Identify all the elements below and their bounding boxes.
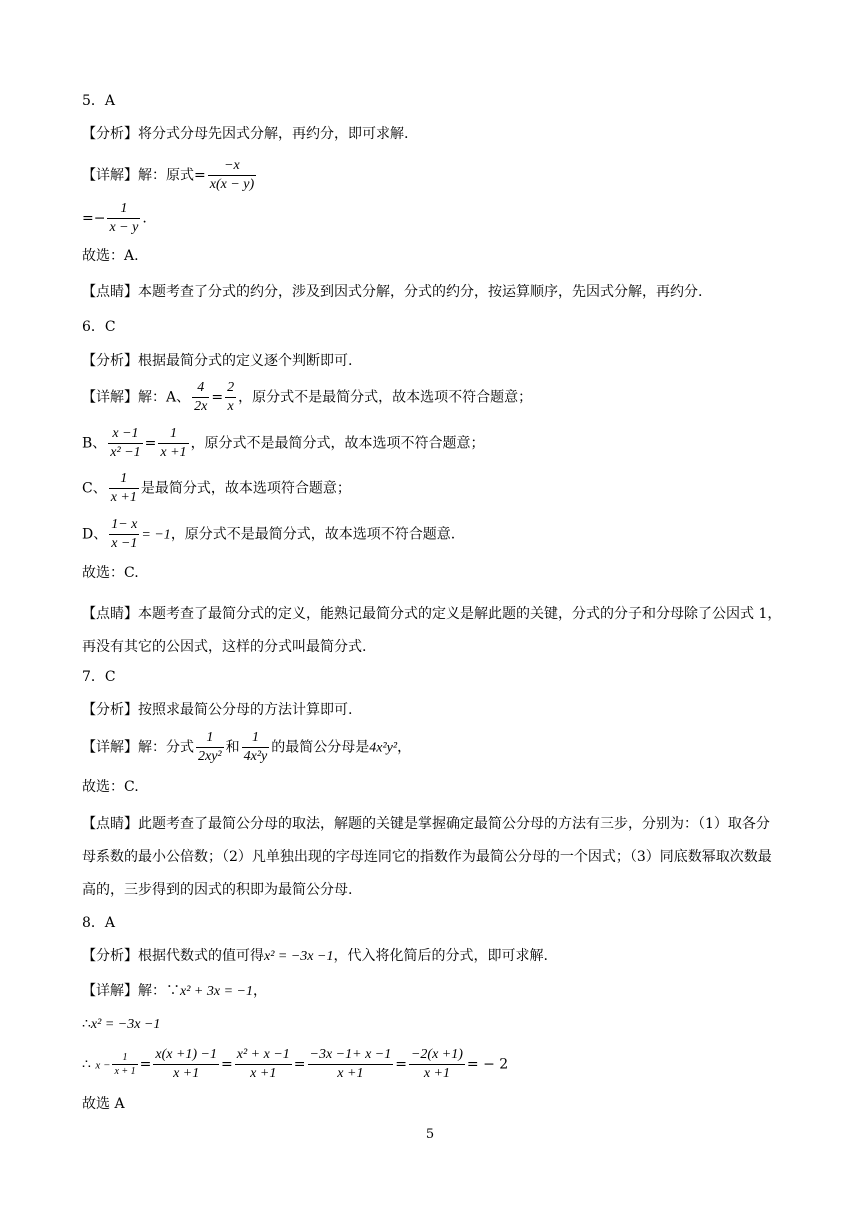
q6-b-eq: = [144, 435, 157, 452]
q8-s3-num: −3x −1+ x −1 [308, 1046, 394, 1065]
q6-b-text: ，原分式不是最简分式，故本选项不符合题意； [190, 435, 485, 452]
q5-step2 [82, 200, 147, 237]
q6-a-f2-num: 2 [225, 379, 236, 398]
q8-lf-num: 1 [112, 1051, 137, 1065]
q7-tail: ， [397, 739, 412, 756]
q7-fraction-2 [242, 729, 270, 766]
q8-detail-prefix: 【详解】解：∵ [82, 983, 180, 999]
q5-answer: 故选：A. [82, 248, 139, 264]
q8-answer: 故选 A [82, 1096, 125, 1112]
q5-f2-denominator: x − y [109, 220, 139, 235]
q5-heading: 5．A [82, 93, 116, 109]
q8-e1: = [139, 1056, 152, 1073]
q8-eq2: x² = −3x −1 [90, 1017, 161, 1032]
q8-e2: = [221, 1056, 233, 1073]
q8-step-fraction-1 [153, 1046, 219, 1083]
q7-analysis: 【分析】按照求最简公分母的方法计算即可. [82, 702, 353, 718]
q6-analysis: 【分析】根据最简分式的定义逐个判断即可. [82, 353, 353, 369]
q6-d-f-den: x −1 [111, 536, 138, 551]
q8-step3 [82, 1046, 508, 1083]
q8-step-fraction-3 [308, 1046, 394, 1083]
q7-mid: 和 [225, 739, 240, 756]
page-number: 5 [425, 1127, 435, 1142]
q5-fraction-2 [107, 200, 140, 237]
q6-b-f1-num: x −1 [108, 425, 142, 444]
q6-a-fraction-1 [192, 379, 209, 416]
therefore-symbol: ∴ [82, 1016, 91, 1032]
therefore-symbol: ∴ [82, 1056, 91, 1073]
q7-result: 4x²y² [369, 740, 398, 756]
q5-step2-suffix: . [142, 210, 147, 227]
q6-heading: 6．C [82, 319, 116, 335]
q8-step-fraction-4 [409, 1046, 465, 1083]
q6-comment: 【点睛】本题考查了最简分式的定义，能熟记最简分式的定义是解此题的关键，分式的分子和分母除了公因式 1，再没有其它的公因式，这样的分式叫最简分式. [82, 606, 782, 655]
q6-a-fraction-2 [225, 379, 236, 416]
q6-c-text: 是最简分式，故本选项符合题意； [140, 480, 351, 497]
q8-analysis-eq: x² = −3x −1 [264, 949, 334, 964]
q8-analysis-suffix: ，代入将化简后的分式，即可求解. [333, 948, 548, 964]
q8-s2-num: x² + x −1 [235, 1046, 292, 1065]
q7-f2-num: 1 [242, 729, 270, 748]
q8-s4-den: x +1 [423, 1066, 451, 1081]
q6-option-b [82, 425, 485, 462]
q5-f2-numerator: 1 [107, 200, 140, 219]
q6-option-a [82, 379, 532, 416]
q7-answer: 故选：C. [82, 779, 139, 795]
q6-d-f-num: 1− x [109, 516, 139, 535]
q6-c-f-den: x +1 [110, 490, 137, 505]
q7-fraction-1 [196, 729, 224, 766]
q6-b-f2-num: 1 [158, 425, 188, 444]
q8-e4: = [395, 1056, 407, 1073]
q8-detail [82, 981, 267, 1002]
q8-step2 [82, 1014, 160, 1035]
q8-lf-den: x + 1 [114, 1066, 136, 1077]
q6-d-fraction [109, 516, 139, 553]
q8-analysis-prefix: 【分析】根据代数式的值可得 [82, 948, 264, 964]
q5-comment: 【点睛】本题考查了分式的约分，涉及到因式分解，分式的约分，按运算顺序，先因式分解，再约分. [82, 284, 703, 300]
q6-a-prefix: 【详解】解：A、 [82, 389, 191, 406]
q7-detail-prefix: 【详解】解：分式 [82, 739, 194, 756]
q8-heading: 8．A [82, 915, 116, 931]
q8-e3: = [293, 1056, 306, 1073]
q8-s4-num: −2(x +1) [409, 1046, 465, 1065]
q5-detail [82, 157, 258, 194]
q6-b-fraction-1 [108, 425, 142, 462]
q7-f1-num: 1 [196, 729, 224, 748]
q7-heading: 7．C [82, 669, 116, 685]
q6-option-c [82, 470, 351, 507]
q7-suffix: 的最简公分母是 [271, 739, 370, 756]
q8-lhs-fraction [112, 1051, 137, 1078]
q7-detail [82, 729, 411, 766]
q6-a-f2-den: x [227, 399, 234, 414]
q6-b-f2-den: x +1 [160, 445, 187, 460]
q8-detail-eq: x² + 3x = −1 [180, 984, 253, 999]
q6-c-fraction [109, 470, 139, 507]
q6-b-fraction-2 [158, 425, 188, 462]
q5-fraction-1 [208, 157, 256, 194]
q8-step-fraction-2 [235, 1046, 292, 1083]
q8-lhs: x − [95, 1059, 111, 1072]
q6-a-eq: = [211, 389, 224, 406]
q6-answer: 故选：C. [82, 565, 139, 581]
q6-a-text: ，原分式不是最简分式，故本选项不符合题意； [238, 389, 533, 406]
q5-analysis: 【分析】将分式分母先因式分解，再约分，即可求解. [82, 126, 409, 142]
q8-detail-tail: ， [252, 983, 267, 999]
q5-f1-denominator: x(x − y) [209, 177, 255, 192]
q6-b-f1-den: x² −1 [110, 445, 141, 460]
q6-d-eq: = −1 [141, 527, 171, 543]
q6-c-f-num: 1 [109, 470, 139, 489]
q8-result: = − 2 [466, 1056, 509, 1073]
q6-option-d [82, 516, 455, 553]
q6-a-f1-num: 4 [192, 379, 209, 398]
q6-d-prefix: D、 [82, 526, 108, 543]
q7-f2-den: 4x²y [243, 749, 268, 764]
q5-detail-prefix: 【详解】解：原式= [82, 167, 206, 184]
q8-s2-den: x +1 [250, 1066, 277, 1081]
q6-b-prefix: B、 [82, 435, 107, 452]
q7-f1-den: 2xy² [198, 749, 222, 764]
q6-d-text: ，原分式不是最简分式，故本选项不符合题意. [170, 526, 456, 543]
q5-step2-prefix: =− [82, 210, 106, 227]
q8-s3-den: x +1 [337, 1066, 364, 1081]
q8-s1-den: x +1 [173, 1066, 200, 1081]
q8-s1-num: x(x +1) −1 [153, 1046, 219, 1065]
q6-c-prefix: C、 [82, 480, 107, 497]
q6-a-f1-den: 2x [194, 399, 208, 414]
q8-analysis [82, 946, 548, 967]
q7-comment: 【点睛】此题考查了最简公分母的取法，解题的关键是掌握确定最简公分母的方法有三步，分别为：（1）取各分母系数的最小公倍数；（2）凡单独出现的字母连同它的指数作为最简公分母的一个因式；（3）同底数幂取次数最高的，三步得到的因式的积即为最简公分母. [82, 816, 772, 898]
q5-f1-numerator: −x [208, 157, 256, 176]
